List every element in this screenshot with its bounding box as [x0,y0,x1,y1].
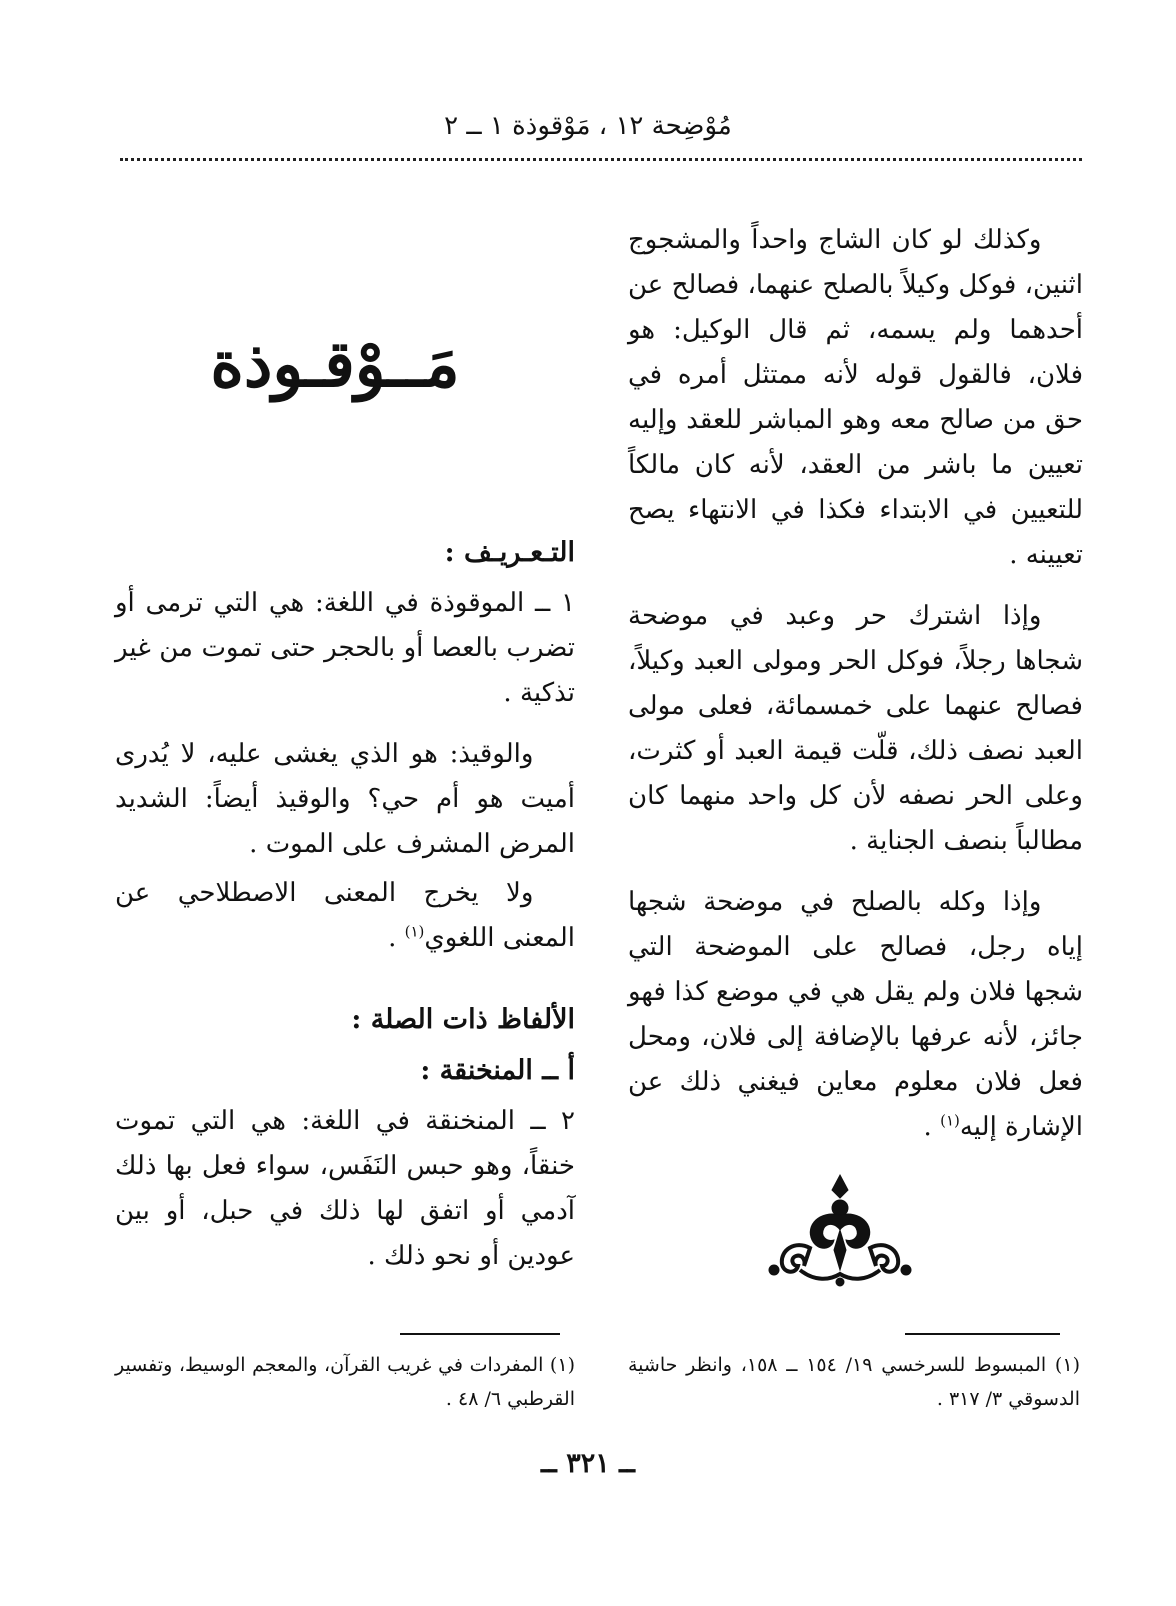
right-paragraph-3-text: وإذا وكله بالصلح في موضحة شجها إياه رجل، فصالح على الموضحة التي شجها فلان ولم يقل هي في موضع كذا فهو جائز، لأنه عرفها بالإضافة إلى فلان، ومحل فعل فلان معلوم معاين فيغني ذلك عن الإشارة إليه [628,887,1083,1142]
definition-heading: التـعـريـف : [444,537,575,568]
footnote-left: (١) المفردات في غريب القرآن، والمعجم الوسيط، وتفسير القرطبي ٦/ ٤٨ . [115,1354,575,1410]
footnote-separator-right [905,1333,1060,1335]
footnote-marker: (١) [940,1111,960,1130]
footnote-separator-left [400,1333,560,1335]
right-column [628,218,1083,1166]
right-paragraph-3 [628,880,1083,1150]
related-terms-heading: الألفاظ ذات الصلة : [351,1004,575,1035]
right-paragraph-1: وكذلك لو كان الشاج واحداً والمشجوج اثنين، فوكل وكيلاً بالصلح عنهما، فصالح عن أحدهما ولم يسمه، ثم قال الوكيل: هو فلان، فالقول قوله لأنه ممتثل أمره في حق من صالح معه وهو المباشر للعقد وإليه تعيين ما باشر من العقد، لأنه كان مالكاً للتعيين في الابتداء فكذا في الانتهاء يصح تعيينه . [628,225,1083,570]
left-paragraph-3-text: ولا يخرج المعنى الاصطلاحي عن المعنى اللغوي [115,878,575,953]
header-dotted-rule [120,158,1082,161]
page-number: ــ ٣٢١ ــ [541,1448,635,1479]
arabesque-ornament-icon [760,1170,920,1290]
running-header: مُوْضِحة ١٢ ، مَوْقوذة ١ ــ ٢ [444,111,732,141]
left-paragraph-4: ٢ ــ المنخنقة في اللغة: هي التي تموت خنقاً، وهو حبس النَفَس، سواء فعل بها ذلك آدمي أو اتفق لها ذلك في حبل، أو بين عودين أو نحو ذلك . [115,1106,575,1271]
right-paragraph-2: وإذا اشترك حر وعبد في موضحة شجاها رجلاً، فوكل الحر ومولى العبد وكيلاً، فصالح عنهما على خمسمائة، فعلى مولى العبد نصف ذلك، قلّت قيمة العبد أو كثرت، وعلى الحر نصفه لأن كل واحد منهما كان مطالباً بنصف الجناية . [628,601,1083,856]
left-paragraph-3 [115,871,575,961]
left-paragraph-2: والوقيذ: هو الذي يغشى عليه، لا يُدرى أميت هو أم حي؟ والوقيذ أيضاً: الشديد المرض المشرف على الموت . [115,739,575,859]
entry-title: مَــوْقـوذة [210,327,460,402]
left-paragraph-1: ١ ــ الموقوذة في اللغة: هي التي ترمى أو تضرب بالعصا أو بالحجر حتى تموت من غير تذكية . [115,588,575,708]
subheading-munkhaniqa: أ ــ المنخنقة : [420,1055,575,1086]
footnote-marker: (١) [404,922,425,941]
footnote-right: (١) المبسوط للسرخسي ١٩/ ١٥٤ ــ ١٥٨، وانظر حاشية الدسوقي ٣/ ٣١٧ . [628,1354,1080,1410]
left-paragraph-3-end: . [388,923,405,953]
left-column [115,530,575,1295]
right-paragraph-3-end: . [923,1112,941,1142]
